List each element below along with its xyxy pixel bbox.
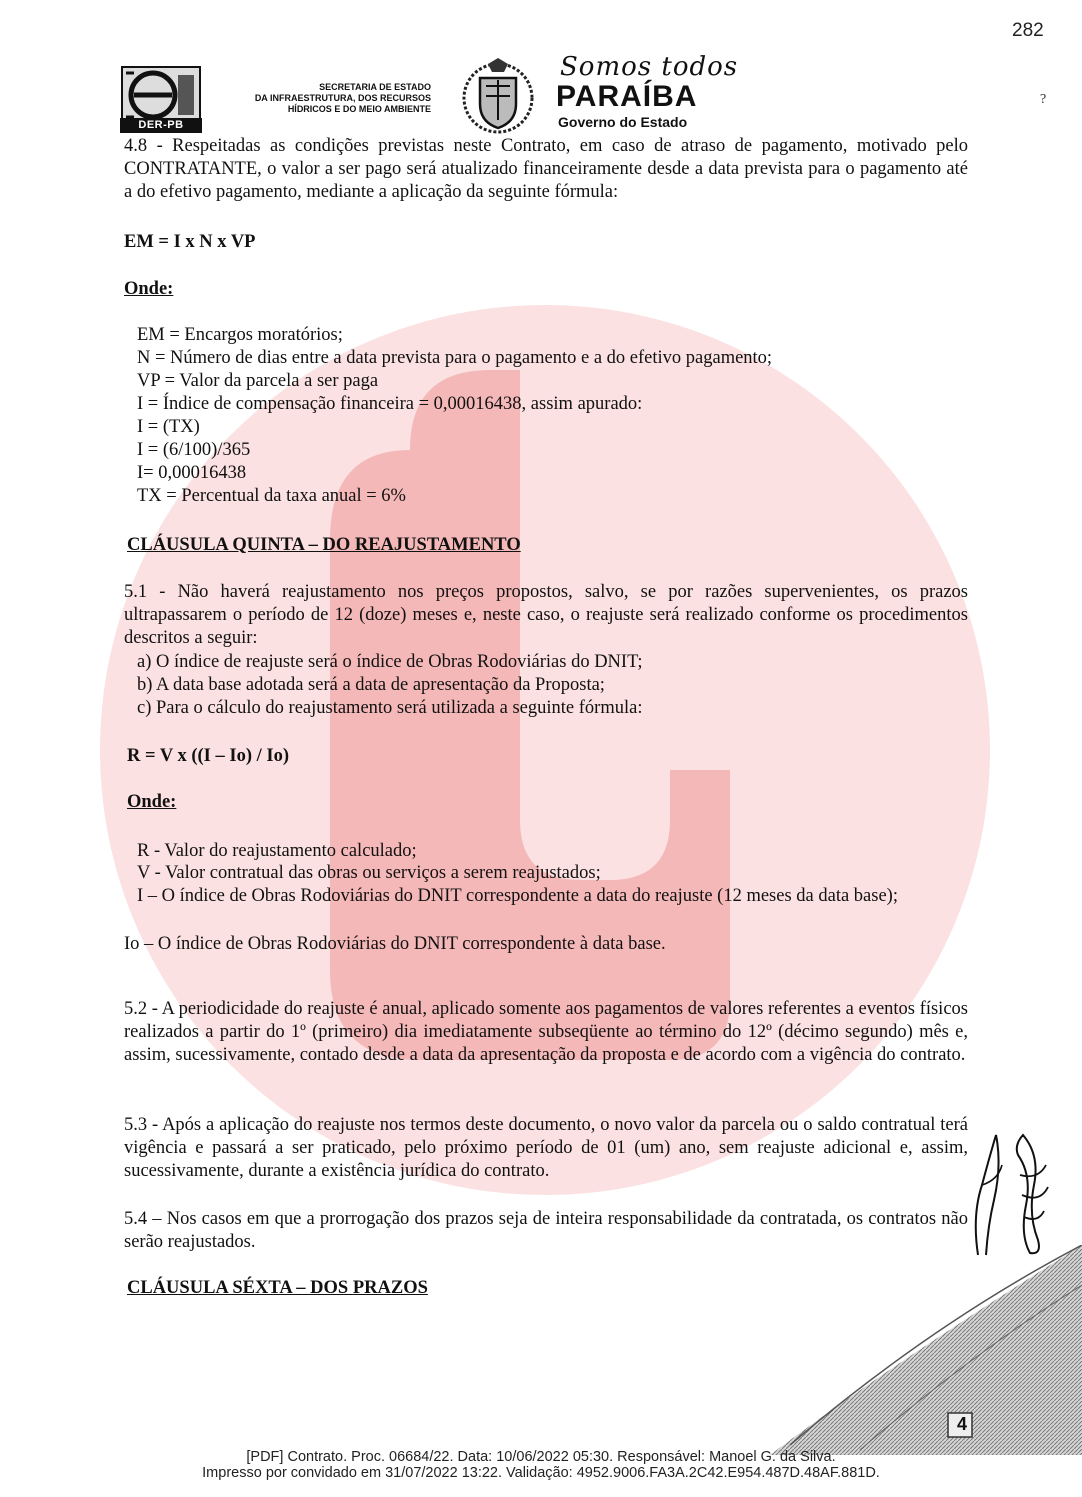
secretaria-line-2: DA INFRAESTRUTURA, DOS RECURSOS bbox=[254, 93, 431, 103]
definition-r: R - Valor do reajustamento calculado; bbox=[137, 841, 417, 861]
clausula-quinta-title: CLÁUSULA QUINTA – DO REAJUSTAMENTO bbox=[127, 535, 521, 555]
definition-tx: TX = Percentual da taxa anual = 6% bbox=[137, 486, 406, 506]
item-5-1-a: a) O índice de reajuste será o índice de Obras Rodoviárias do DNIT; bbox=[137, 652, 643, 672]
paraiba-text: PARAÍBA bbox=[556, 80, 698, 113]
definition-n: N = Número de dias entre a data prevista para o pagamento e a do efetivo pagamento; bbox=[137, 348, 773, 368]
onde-heading-2: Onde: bbox=[127, 792, 177, 812]
somos-todos-text: Somos todos bbox=[560, 52, 739, 82]
footer-line-1: [PDF] Contrato. Proc. 06684/22. Data: 10/06/2022 05:30. Responsável: Manoel G. da Silva. bbox=[246, 1449, 836, 1465]
governo-text: Governo do Estado bbox=[558, 114, 688, 130]
definition-i-value: I= 0,00016438 bbox=[137, 463, 247, 483]
definition-i-index: I – O índice de Obras Rodoviárias do DNIT correspondente a data do reajuste (12 meses da data base); bbox=[137, 886, 898, 906]
definition-v: V - Valor contratual das obras ou serviços a serem reajustados; bbox=[137, 863, 601, 883]
onde-heading-1: Onde: bbox=[124, 279, 174, 299]
formula-r: R = V x ((I – Io) / Io) bbox=[127, 746, 289, 766]
item-5-1-c: c) Para o cálculo do reajustamento será utilizada a seguinte fórmula: bbox=[137, 698, 643, 718]
definition-io: Io – O índice de Obras Rodoviárias do DNIT correspondente à data base. bbox=[124, 934, 666, 954]
clause-5-3: 5.3 - Após a aplicação do reajuste nos termos deste documento, o novo valor da parcela ou o saldo contratual terá vigência e passará a ser praticado, pelo próximo período de 01 (um) ano, sem reajuste adicional e, assim, sucessivamente, durante a existência jurídica do contrato. bbox=[124, 1115, 968, 1181]
page-number: 282 bbox=[1012, 20, 1044, 41]
definition-i-formula: I = (6/100)/365 bbox=[137, 440, 251, 460]
secretaria-line-3: HÍDRICOS E DO MEIO AMBIENTE bbox=[287, 104, 431, 114]
definition-i-tx: I = (TX) bbox=[137, 417, 200, 437]
definition-vp: VP = Valor da parcela a ser paga bbox=[137, 371, 379, 391]
clausula-sexta-title: CLÁUSULA SÉXTA – DOS PRAZOS bbox=[127, 1278, 428, 1298]
secretaria-line-1: SECRETARIA DE ESTADO bbox=[319, 82, 431, 92]
definition-em: EM = Encargos moratórios; bbox=[137, 325, 343, 345]
clause-5-2: 5.2 - A periodicidade do reajuste é anual, aplicado somente aos pagamentos de valores referentes a eventos físicos realizados a partir do 1º (primeiro) dia imediatamente subseqüente ao término do 12º (décimo segundo) mês e, assim, sucessivamente, contado desde a data da apresentação da proposta e de acordo com a vigência do contrato. bbox=[124, 999, 968, 1065]
item-5-1-b: b) A data base adotada será a data de apresentação da Proposta; bbox=[137, 675, 605, 695]
clause-5-4: 5.4 – Nos casos em que a prorrogação dos prazos seja de inteira responsabilidade da contratada, os contratos não serão reajustados. bbox=[124, 1209, 968, 1252]
stray-mark: ? bbox=[1040, 92, 1047, 107]
formula-em: EM = I x N x VP bbox=[124, 232, 256, 252]
coat-of-arms-icon bbox=[458, 56, 538, 136]
page-stamp bbox=[770, 1245, 1082, 1455]
definition-i: I = Índice de compensação financeira = 0,00016438, assim apurado: bbox=[137, 394, 643, 414]
clause-5-1: 5.1 - Não haverá reajustamento nos preços propostos, salvo, se por razões supervenientes, os prazos ultrapassarem o período de 12 (doze) meses e, neste caso, o reajuste será realizado conforme os procedimentos descritos a seguir: bbox=[124, 582, 968, 648]
stamp-page-number: 4 bbox=[956, 1414, 967, 1434]
signature-initials bbox=[968, 1125, 1058, 1260]
footer-line-2: Impresso por convidado em 31/07/2022 13:22. Validação: 4952.9006.FA3A.2C42.E954.487D.48AF.881D. bbox=[202, 1465, 880, 1481]
clause-4-8: 4.8 - Respeitadas as condições previstas neste Contrato, em caso de atraso de pagamento, motivado pelo CONTRATANTE, o valor a ser pago será atualizado financeiramente desde a data prevista para o pagamento até a do efetivo pagamento, mediante a aplicação da seguinte fórmula: bbox=[124, 136, 968, 202]
der-pb-badge: DER-PB bbox=[120, 118, 202, 133]
secretaria-text bbox=[206, 82, 431, 115]
